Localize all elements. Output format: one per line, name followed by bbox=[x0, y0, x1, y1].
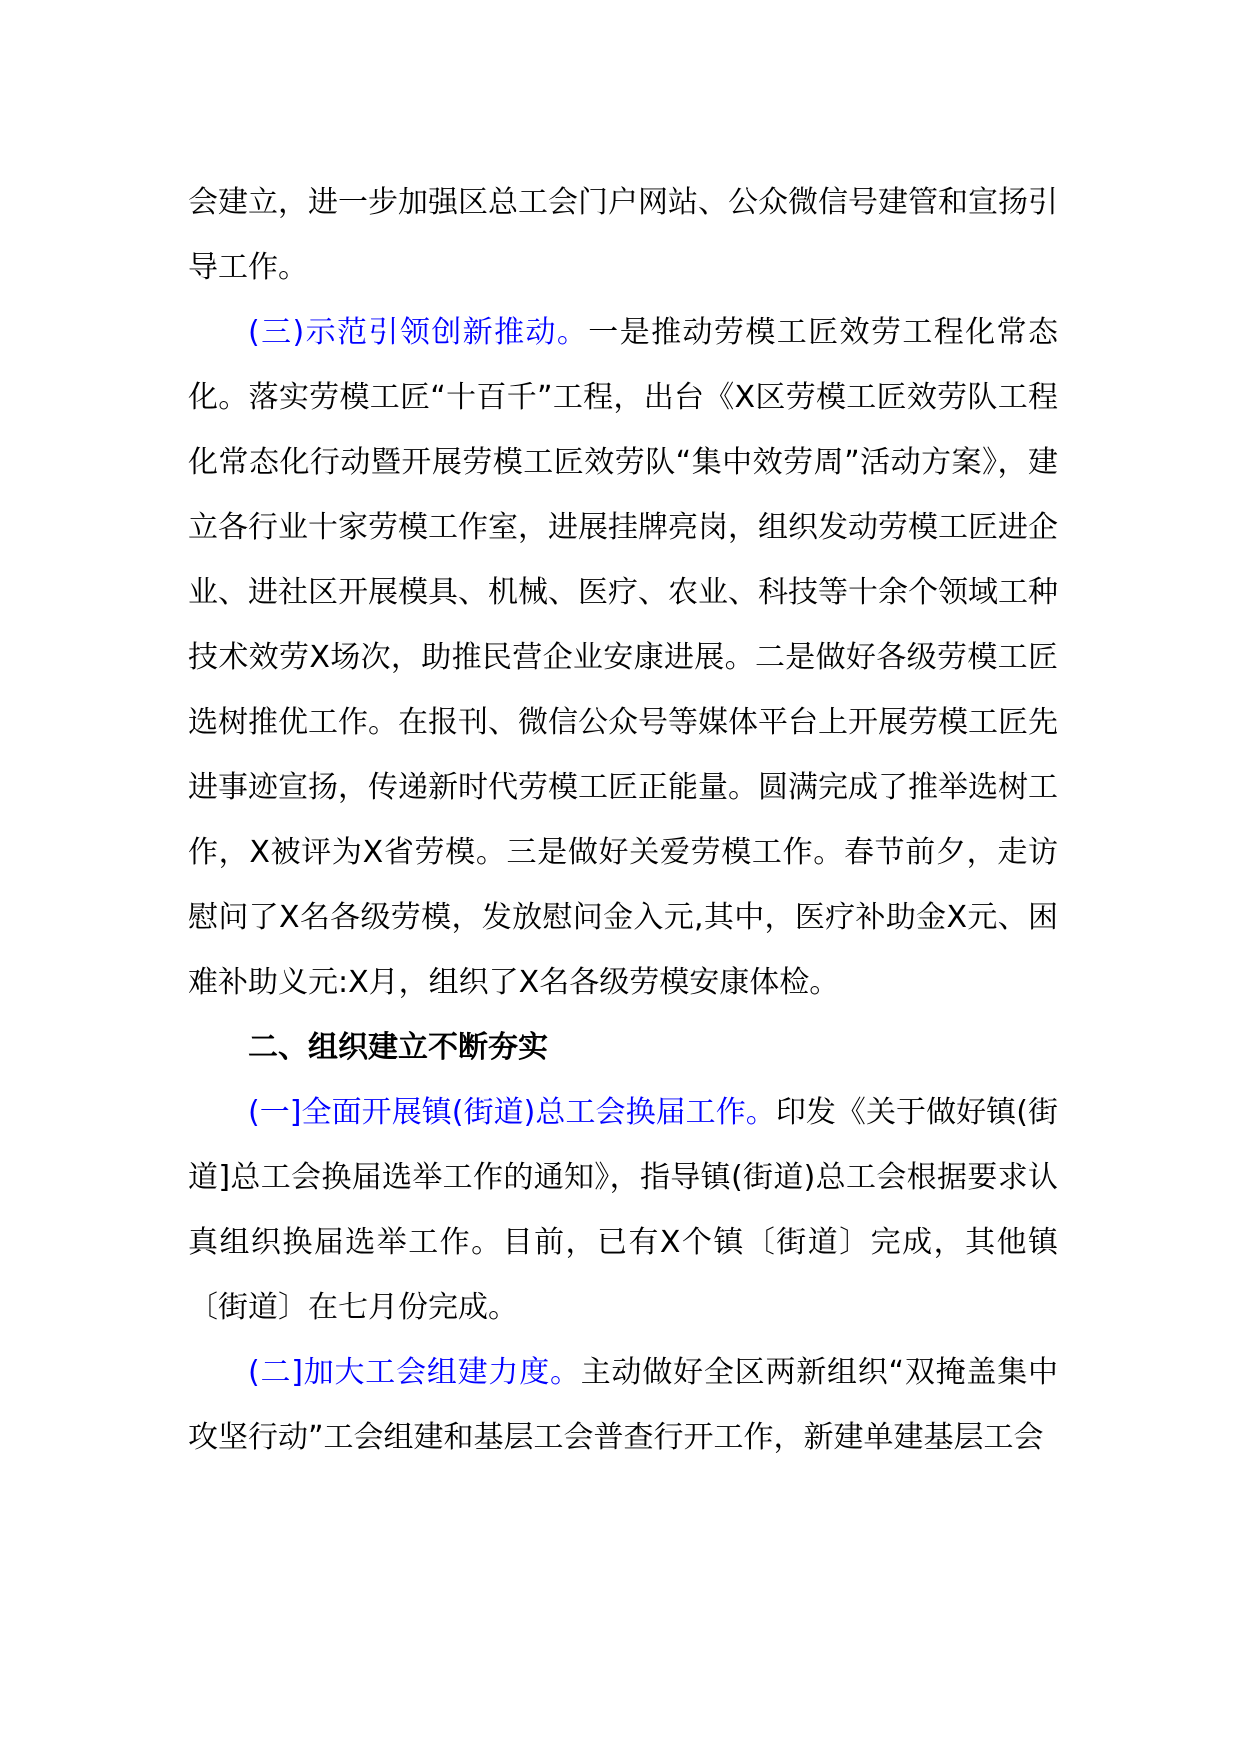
paragraph-text: 印发《关于做好镇(街道]总工会换届选举工作的通知》，指导镇(街道)总工会根据要求认真组织换届选举工作。目前，已有X个镇〔街道〕完成，其他镇〔街道〕在七月份完成。 bbox=[188, 1095, 1058, 1325]
paragraph-text: 主动做好全区两新组织“双掩盖集中攻坚行动”工会组建和基层工会普查行开工作，新建单建基层工会 bbox=[188, 1355, 1058, 1455]
section-lead-3: (三)示范引领创新推动。 bbox=[248, 315, 589, 350]
document-body bbox=[188, 170, 1058, 1470]
paragraph-section-3 bbox=[188, 300, 1058, 1015]
paragraph-subsection-1 bbox=[188, 1080, 1058, 1340]
paragraph-continuation bbox=[188, 170, 1058, 300]
section-heading-2: 二、组织建立不断夯实 bbox=[248, 1030, 548, 1065]
paragraph-text: 会建立，进一步加强区总工会门户网站、公众微信号建管和宣扬引导工作。 bbox=[188, 185, 1058, 285]
paragraph-subsection-2 bbox=[188, 1340, 1058, 1470]
subsection-lead-1: (一]全面开展镇(街道)总工会换届工作。 bbox=[248, 1095, 776, 1130]
subsection-lead-2: (二]加大工会组建力度。 bbox=[248, 1355, 581, 1390]
paragraph-text: 一是推动劳模工匠效劳工程化常态化。落实劳模工匠“十百千”工程，出台《X区劳模工匠效劳队工程化常态化行动暨开展劳模工匠效劳队“集中效劳周”活动方案》，建立各行业十家劳模工作室，进展挂牌亮岗，组织发动劳模工匠进企业、进社区开展模具、机械、医疗、农业、科技等十余个领域工种技术效劳X场次，助推民营企业安康进展。二是做好各级劳模工匠选树推优工作。在报刊、微信公众号等媒体平台上开展劳模工匠先进事迹宣扬，传递新时代劳模工匠正能量。圆满完成了推举选树工作，X被评为X省劳模。三是做好关爱劳模工作。春节前夕，走访慰问了X名各级劳模，发放慰问金入元,其中，医疗补助金X元、困难补助义元:X月，组织了X名各级劳模安康体检。 bbox=[188, 315, 1058, 1000]
